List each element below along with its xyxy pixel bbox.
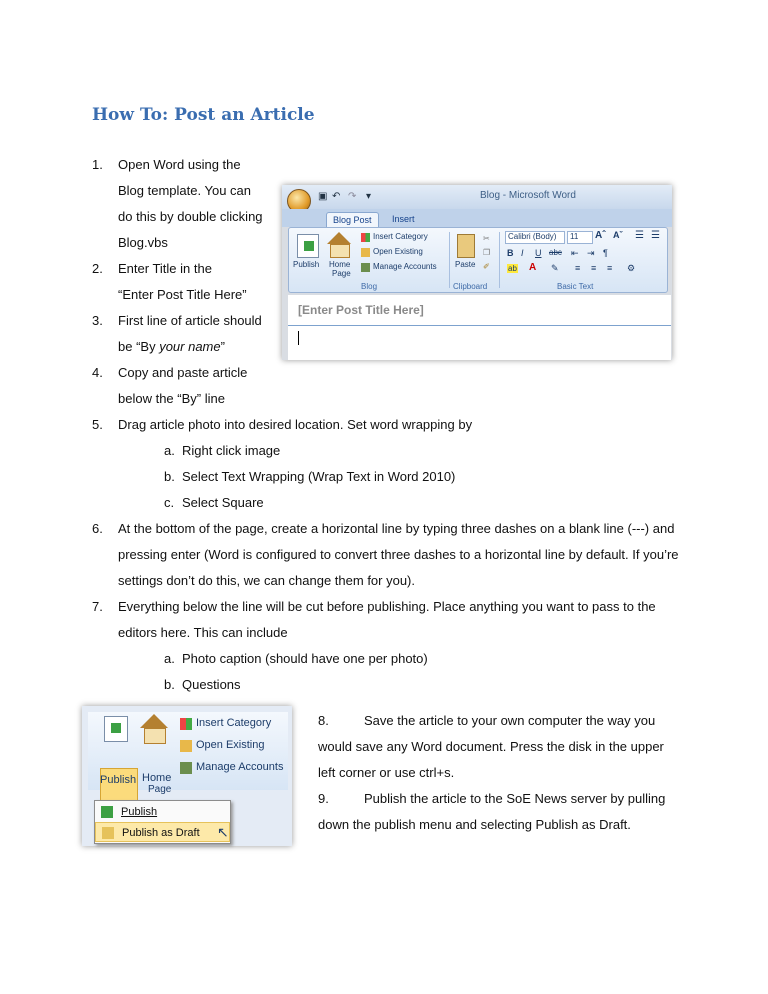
word-blog-screenshot [282, 185, 672, 360]
publish-button[interactable]: Publish [100, 774, 137, 786]
substep-number: a. [164, 651, 175, 666]
open-existing-icon [361, 248, 370, 257]
mouse-cursor-icon: ↖ [217, 824, 229, 840]
draft-icon [102, 827, 114, 839]
qat-dropdown-icon[interactable]: ▾ [366, 191, 372, 202]
italic-button[interactable]: I [521, 248, 524, 258]
menu-item-publish[interactable] [95, 802, 230, 822]
menu-item-label: Publish [121, 806, 158, 818]
step-number: 2. [92, 261, 103, 276]
manage-accounts-icon [180, 762, 192, 774]
align-left-icon[interactable]: ≡ [575, 263, 581, 273]
substep-number: b. [164, 469, 175, 484]
strikethrough-button[interactable]: abc [549, 248, 562, 257]
substep-text: Select Text Wrapping (Wrap Text in Word 2010) [182, 469, 456, 484]
step-text: would save any Word document. Press the disk in the upper [318, 739, 664, 754]
shrink-font-icon[interactable]: Aˇ [613, 230, 623, 240]
home-page-button[interactable]: Home [142, 772, 172, 784]
step-text-emphasis: your name [159, 339, 221, 354]
step-text: Open Word using the [118, 157, 241, 172]
font-name-field[interactable]: Calibri (Body) [505, 231, 565, 244]
title-bar [282, 185, 672, 209]
step-text: Blog template. You can [118, 183, 251, 198]
insert-category-icon [361, 233, 370, 242]
home-icon-body [144, 728, 166, 744]
step-text: Everything below the line will be cut before publishing. Place anything you want to pass to the [118, 599, 656, 614]
ribbon-tabs [282, 209, 672, 227]
step-number: 8. [318, 713, 329, 728]
bold-button[interactable]: B [507, 248, 514, 258]
tab-insert[interactable]: Insert [392, 214, 415, 224]
paste-button[interactable]: Paste [455, 260, 476, 269]
bullets-icon[interactable]: ☰ [635, 230, 644, 241]
substep-text: Questions [182, 677, 241, 692]
numbering-icon[interactable]: ☰ [651, 230, 660, 241]
step-number: 5. [92, 417, 103, 432]
manage-accounts-button[interactable]: Manage Accounts [196, 761, 284, 773]
step-number: 7. [92, 599, 103, 614]
step-text: Publish the article to the SoE News server by pulling [364, 791, 666, 806]
title-divider [288, 325, 671, 326]
step-number: 6. [92, 521, 103, 536]
manage-accounts-icon [361, 263, 370, 272]
group-separator [499, 232, 500, 288]
step-number: 1. [92, 157, 103, 172]
increase-indent-icon[interactable]: ⇥ [587, 248, 595, 258]
publish-dropdown-menu [94, 800, 231, 844]
step-number: 4. [92, 365, 103, 380]
font-size-field[interactable]: 11 [567, 231, 593, 244]
home-icon-body [330, 244, 350, 258]
insert-category-icon [180, 718, 192, 730]
step-text: pressing enter (Word is configured to convert three dashes to a horizontal line by default. If you’re [118, 547, 679, 562]
window-caption: Blog - Microsoft Word [480, 190, 576, 201]
format-painter-icon[interactable]: ✐ [483, 262, 490, 271]
align-center-icon[interactable]: ≡ [591, 263, 597, 273]
step-text: editors here. This can include [118, 625, 288, 640]
copy-icon[interactable]: ❐ [483, 248, 491, 257]
open-existing-button[interactable]: Open Existing [196, 739, 265, 751]
step-text [118, 334, 225, 360]
step-text: Drag article photo into desired location. Set word wrapping by [118, 417, 473, 432]
align-right-icon[interactable]: ≡ [607, 263, 613, 273]
styles-icon[interactable]: ⚙ [627, 263, 636, 273]
step-text: Save the article to your own computer the way you [364, 713, 656, 728]
step-text: Copy and paste article [118, 365, 248, 380]
menu-item-publish-as-draft[interactable] [95, 822, 230, 842]
grow-font-icon[interactable]: Aˆ [595, 230, 606, 241]
home-page-label: Page [148, 784, 172, 795]
substep-number: b. [164, 677, 175, 692]
home-icon [140, 714, 168, 728]
step-text: do this by double clicking [118, 209, 263, 224]
home-page-button[interactable]: Home [329, 260, 351, 269]
step-text-pre: be “By [118, 339, 160, 354]
substep-number: a. [164, 443, 175, 458]
group-label-blog: Blog [361, 282, 378, 291]
highlight-icon[interactable]: ab [508, 264, 517, 273]
post-title-placeholder[interactable]: [Enter Post Title Here] [298, 303, 424, 317]
insert-category-button[interactable]: Insert Category [373, 232, 428, 241]
decrease-indent-icon[interactable]: ⇤ [571, 248, 579, 258]
ribbon [288, 227, 668, 293]
step-text-post: ” [220, 339, 225, 354]
font-color-button[interactable]: A [529, 262, 537, 273]
underline-button[interactable]: U [535, 248, 542, 258]
step-number: 9. [318, 791, 329, 806]
publish-icon[interactable] [104, 716, 128, 742]
clear-format-icon[interactable]: ✎ [551, 263, 559, 273]
step-text: down the publish menu and selecting Publish as Draft. [318, 817, 631, 832]
page-title: How To: Post an Article [92, 105, 315, 125]
save-icon[interactable]: ▣ [318, 191, 328, 202]
cut-icon[interactable]: ✂ [483, 234, 490, 243]
ribbon [88, 712, 288, 795]
group-separator [449, 232, 450, 288]
manage-accounts-button[interactable]: Manage Accounts [373, 262, 437, 271]
document-area[interactable] [288, 295, 671, 360]
step-text: below the “By” line [118, 391, 225, 406]
substep-text: Photo caption (should have one per photo) [182, 651, 428, 666]
undo-icon[interactable]: ↶ [332, 191, 341, 202]
open-existing-button[interactable]: Open Existing [373, 247, 423, 256]
substep-number: c. [164, 495, 175, 510]
tab-blog-post[interactable]: Blog Post [326, 212, 379, 228]
redo-icon[interactable]: ↷ [348, 191, 357, 202]
group-label-clipboard: Clipboard [453, 282, 488, 291]
step-number: 3. [92, 313, 103, 328]
menu-item-label: Publish as Draft [122, 827, 200, 839]
step-text: Enter Title in the [118, 261, 212, 276]
step-text: settings don’t do this, we can change them for you). [118, 573, 416, 588]
publish-small-icon [101, 806, 113, 818]
publish-menu-screenshot [82, 706, 292, 846]
home-page-label: Page [332, 269, 351, 278]
show-formatting-button[interactable]: ¶ [603, 248, 608, 258]
publish-button[interactable]: Publish [293, 260, 320, 269]
step-text: At the bottom of the page, create a horizontal line by typing three dashes on a blank line (---) and [118, 521, 675, 536]
step-text: left corner or use ctrl+s. [318, 765, 455, 780]
insert-category-button[interactable]: Insert Category [196, 717, 272, 729]
step-text: First line of article should [118, 313, 262, 328]
step-text: Blog.vbs [118, 235, 168, 250]
home-icon [327, 232, 351, 244]
text-cursor [298, 331, 299, 345]
group-label-basic-text: Basic Text [557, 282, 594, 291]
substep-text: Right click image [182, 443, 281, 458]
paste-icon[interactable] [457, 234, 475, 258]
open-existing-icon [180, 740, 192, 752]
substep-text: Select Square [182, 495, 264, 510]
publish-icon[interactable] [297, 234, 319, 258]
step-text: “Enter Post Title Here” [118, 287, 247, 302]
